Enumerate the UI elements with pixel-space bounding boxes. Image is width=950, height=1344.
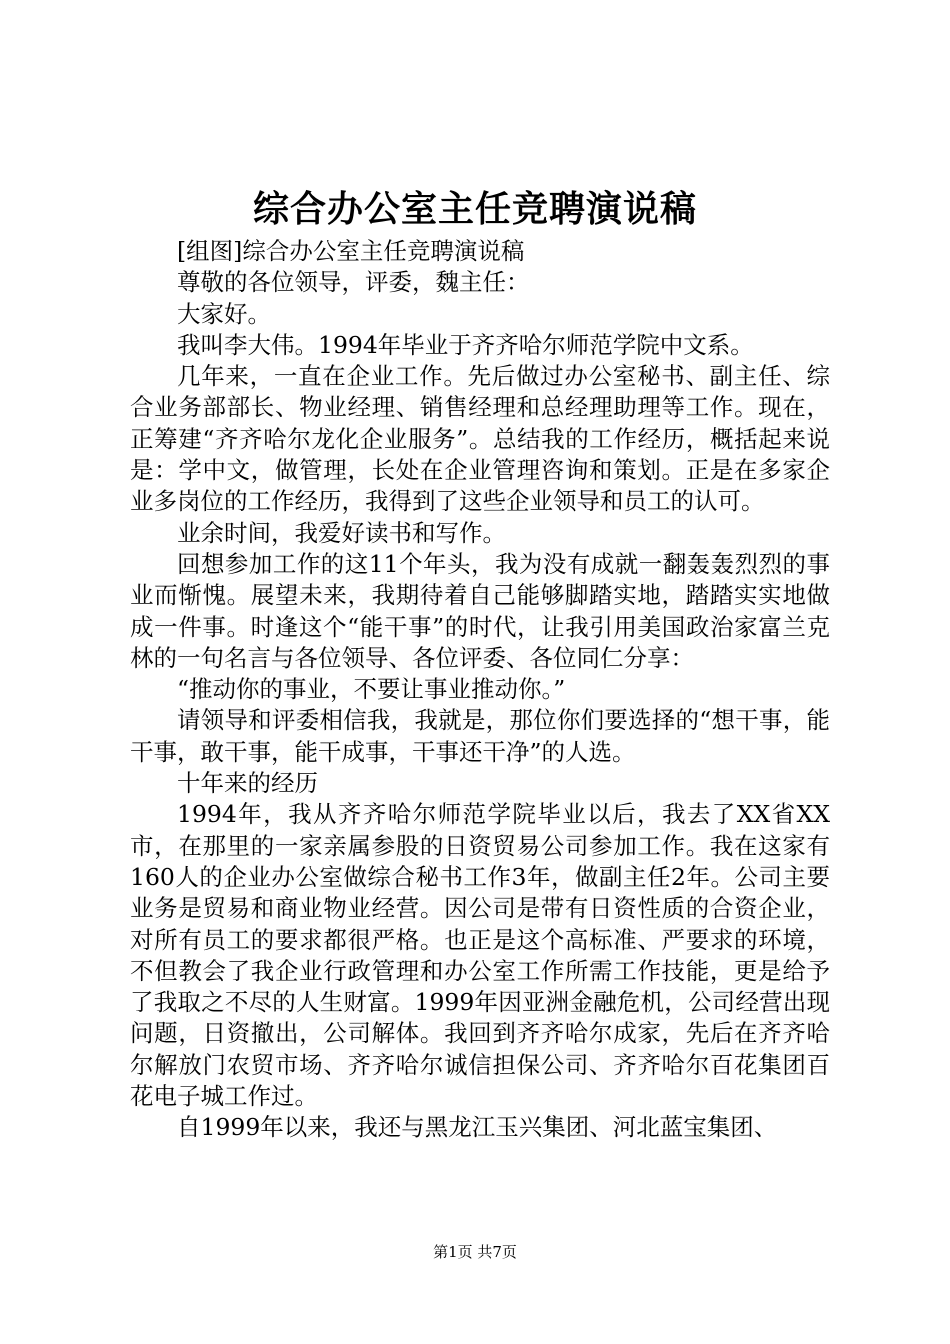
paragraph: 我叫李大伟。1994年毕业于齐齐哈尔师范学院中文系。 <box>177 330 754 359</box>
paragraph: 请领导和评委相信我，我就是，那位你们要选择的“想干事，能干事，敢干事，能干成事，干事还干净”的人选。 <box>130 706 830 766</box>
paragraph: 回想参加工作的这11个年头，我为没有成就一翻轰轰烈烈的事业而惭愧。展望未来，我期待着自己能够脚踏实地，踏踏实实地做成一件事。时逢这个“能干事”的时代，让我引用美国政治家富兰克林的一句名言与各位领导、各位评委、各位同仁分享： <box>130 549 830 672</box>
paragraph: 1994年，我从齐齐哈尔师范学院毕业以后，我去了XX省XX市，在那里的一家亲属参股的日资贸易公司参加工作。我在这家有160人的企业办公室做综合秘书工作3年，做副主任2年。公司主要业务是贸易和商业物业经营。因公司是带有日资性质的合资企业，对所有员工的要求都很严格。也正是这个高标准、严要求的环境，不但教会了我企业行政管理和办公室工作所需工作技能，更是给予了我取之不尽的人生财富。1999年因亚洲金融危机，公司经营出现问题，日资撤出，公司解体。我回到齐齐哈尔成家，先后在齐齐哈尔解放门农贸市场、齐齐哈尔诚信担保公司、齐齐哈尔百花集团百花电子城工作过。 <box>130 800 830 1111</box>
paragraph: “推动你的事业，不要让事业推动你。” <box>177 675 566 704</box>
paragraph: 尊敬的各位领导，评委，魏主任： <box>177 268 530 297</box>
document-body <box>130 236 830 1144</box>
page-footer: 第1页 共7页 <box>433 1243 517 1261</box>
paragraph: 十年来的经历 <box>177 769 318 798</box>
paragraph: 业余时间，我爱好读书和写作。 <box>177 518 506 547</box>
paragraph: 大家好。 <box>177 299 271 328</box>
paragraph: 自1999年以来，我还与黑龙江玉兴集团、河北蓝宝集团、 <box>177 1113 778 1142</box>
paragraph: 几年来，一直在企业工作。先后做过办公室秘书、副主任、综合业务部部长、物业经理、销售经理和总经理助理等工作。现在，正筹建“齐齐哈尔龙化企业服务”。总结我的工作经历，概括起来说是：学中文，做管理，长处在企业管理咨询和策划。正是在多家企业多岗位的工作经历，我得到了这些企业领导和员工的认可。 <box>130 362 830 516</box>
document-title: 综合办公室主任竞聘演说稿 <box>252 188 697 230</box>
paragraph: [组图]综合办公室主任竞聘演说稿 <box>177 237 525 265</box>
